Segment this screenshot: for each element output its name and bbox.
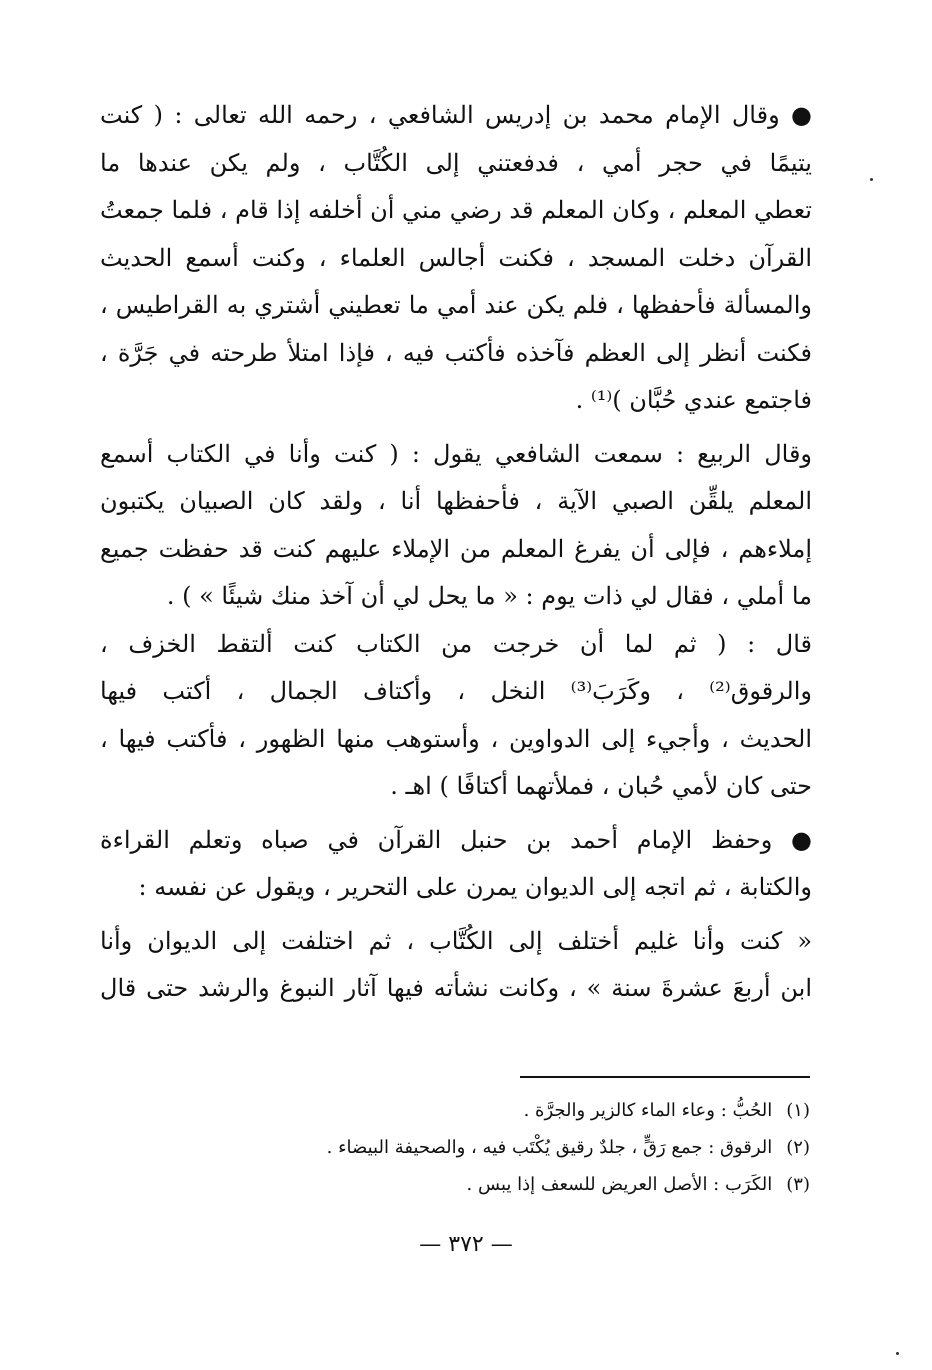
text-line: يتيمًا في حجر أمي ، فدفعتني إلى الكُتَّاب ، ولم يكن عندها ما xyxy=(100,148,812,177)
footnote-item xyxy=(210,1129,810,1166)
text-line: القرآن دخلت المسجد ، فكنت أجالس العلماء ، وكنت أسمع الحديث xyxy=(100,243,812,272)
footnote-item xyxy=(210,1092,810,1129)
footnote-number: (٣) xyxy=(786,1174,810,1195)
footnotes xyxy=(210,1092,810,1203)
footnote-text: الحُبُّ : وعاء الماء كالزير والجرَّة . xyxy=(523,1100,773,1121)
text-line: والمسألة فأحفظها ، فلم يكن عند أمي ما تعطيني أشتري به القراطيس ، xyxy=(100,291,812,319)
page-number: — ٣٧٢ — xyxy=(419,1232,513,1257)
footnote-item xyxy=(210,1166,810,1203)
footnote-number: (١) xyxy=(786,1100,810,1121)
footnote-divider xyxy=(520,1076,810,1078)
scan-speck xyxy=(896,1352,899,1355)
paragraph-shafii-childhood xyxy=(100,92,812,425)
text-line: حتى كان لأمي حُبان ، فملأتهما أكتافًا ) اهـ . xyxy=(390,772,812,800)
text-line: المعلم يلقِّن الصبي الآية ، فأحفظها أنا ، ولقد كان الصبيان يكتبون xyxy=(100,487,812,515)
text-line: وقال الربيع : سمعت الشافعي يقول : ( كنت وأنا في الكتاب أسمع xyxy=(100,439,812,468)
text-line: « كنت وأنا غليم أختلف إلى الكُتَّاب ، ثم اختلفت إلى الديوان وأنا xyxy=(100,926,812,955)
text-line: ابن أربعَ عشرةَ سنة » ، وكانت نشأته فيها آثار النبوغ والرشد حتى قال xyxy=(100,974,812,1002)
footnote-number: (٢) xyxy=(786,1137,810,1158)
footnote-text: الكَرَب : الأصل العريض للسعف إذا يبس . xyxy=(466,1174,773,1195)
text-line: فكنت أنظر إلى العظم فآخذه فأكتب فيه ، فإذا امتلأ طرحته في جَرَّة ، xyxy=(100,338,812,367)
scan-speck xyxy=(870,178,873,181)
text-line: ● وحفظ الإمام أحمد بن حنبل القرآن في صباه وتعلم القراءة xyxy=(100,825,812,854)
text-line: ● وقال الإمام محمد بن إدريس الشافعي ، رحمه الله تعالى : ( كنت xyxy=(100,101,812,129)
text-line: ما أملي ، فقال لي ذات يوم : « ما يحل لي أن آخذ منك شيئًا » ) . xyxy=(166,582,812,610)
text-line: فاجتمع عندي حُبَّان )⁽¹⁾ . xyxy=(575,386,812,414)
text-line: والكتابة ، ثم اتجه إلى الديوان يمرن على التحرير ، ويقول عن نفسه : xyxy=(138,873,812,901)
footnote-text: الرقوق : جمع رَقٍّ ، جلدٌ رقيق يُكْتَب فيه ، والصحيفة البيضاء . xyxy=(326,1137,773,1158)
main-text xyxy=(100,92,812,1013)
paragraph-rabi-narration xyxy=(100,431,812,621)
text-line: الحديث ، وأجيء إلى الدواوين ، وأستوهب منها الظهور ، فأكتب فيها ، xyxy=(100,724,812,753)
paragraph-writing-materials xyxy=(100,621,812,811)
paragraph-ahmad-ibn-hanbal xyxy=(100,817,812,912)
text-line: والرقوق⁽²⁾ ، وكَرَبَ⁽³⁾ النخل ، وأكتاف الجمال ، أكتب فيها xyxy=(100,677,812,705)
text-line: تعطي المعلم ، وكان المعلم قد رضي مني أن أخلفه إذا قام ، فلما جمعتُ xyxy=(100,196,812,224)
text-line: قال : ( ثم لما أن خرجت من الكتاب كنت ألتقط الخزف ، xyxy=(100,629,812,658)
text-line: إملاءهم ، فإلى أن يفرغ المعلم من الإملاء عليهم كنت قد حفظت جميع xyxy=(100,534,812,563)
paragraph-ahmad-quote xyxy=(100,918,812,1013)
